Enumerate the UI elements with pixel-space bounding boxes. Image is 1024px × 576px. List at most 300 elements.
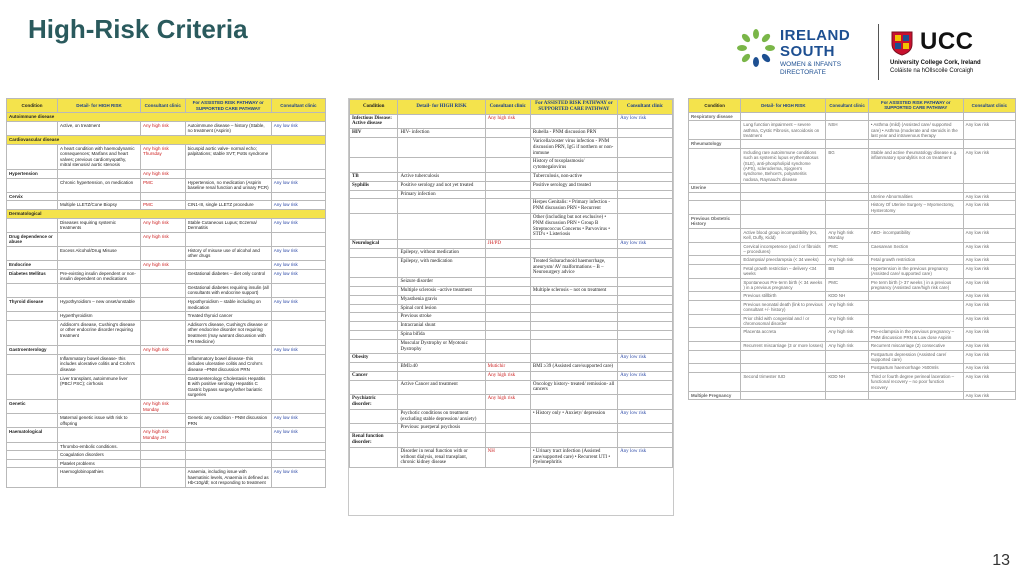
detail-cell [58,232,141,246]
condition-cell [350,158,398,173]
clinic-cell [485,295,530,304]
column-header: For ASSISTED RISK PATHWAY or SUPPORTED CARE PATHWAY [868,99,963,113]
table-row [7,374,326,399]
condition-cell [7,354,58,374]
condition-cell [350,363,398,372]
detail-cell [398,433,485,448]
table-row [7,298,326,312]
clinic-cell: PMC [826,242,869,256]
detail-cell [741,214,826,228]
detail-cell: Addison's disease, Cushing's disease or other endocrine disorder requiring treatment [58,320,141,345]
table-row [350,363,673,372]
detail-cell [398,354,485,363]
condition-cell [350,313,398,322]
table-row [7,192,326,201]
clinic-cell [485,322,530,331]
table-row [350,371,673,380]
low-risk-cell [963,140,1015,148]
pathway-cell [185,451,271,460]
detail-cell: Spontaneous Pre-term birth (< 34 weeks ) in a previous pregnancy [741,278,826,292]
pathway-cell: Recurrent miscarriage (2) consecutive [868,342,963,350]
pathway-cell: Stable Cutaneous Lupus; Eczema/ Dermatitis [185,218,271,232]
pathway-cell: Stable and active rheumatology disease e.g. inflammatory spondylitis not on treatment [868,148,963,183]
clinic-cell [140,354,185,374]
pathway-cell: History of misuse use of alcohol and other drugs [185,246,271,260]
detail-cell: Previous stillbirth [741,292,826,300]
low-risk-cell: Any low risk [963,192,1015,200]
detail-cell: Spina bifida [398,330,485,339]
table-row [689,140,1016,148]
table-row [7,414,326,428]
pathway-cell [185,442,271,451]
condition-cell: Respiratory disease [689,112,741,120]
pathway-cell: • Asthma (mild) (Assisted care/ supported care) • Asthma (moderate and steroids in the last year and intravenous therapy [868,121,963,140]
pathway-cell [185,428,271,442]
clinic-cell [140,320,185,345]
detail-cell [741,140,826,148]
condition-cell [689,300,741,314]
table-row [7,144,326,169]
table-row [689,214,1016,228]
clinic-cell: Any high risk [485,395,530,410]
detail-cell: Active tuberculosis [398,172,485,181]
column-header: Consultant clinic [963,99,1015,113]
condition-cell [689,148,741,183]
pathway-cell: Rubella - PNM discussion PRN [530,129,617,138]
table-row [7,201,326,210]
low-risk-cell: Any low risk [271,298,325,312]
condition-cell [689,121,741,140]
column-header: Detail- for HIGH RISK [58,99,141,113]
low-risk-cell: Any low risk [618,240,673,249]
detail-cell: Thrombo-embolic conditions. [58,442,141,451]
low-risk-cell: Any low risk [271,414,325,428]
detail-cell [741,364,826,372]
detail-cell: Fetal growth restriction – delivery <34 weeks [741,264,826,278]
table-row [689,264,1016,278]
clinic-cell [140,459,185,468]
clinic-cell: Any high risk [140,121,185,135]
table-row [350,380,673,395]
condition-cell [7,283,58,297]
pathway-cell [530,248,617,257]
condition-cell: Thyroid disease [7,298,58,312]
low-risk-cell [618,278,673,287]
table-row [7,428,326,442]
condition-cell [689,328,741,342]
pathway-cell: ABO- incompatibility [868,228,963,242]
clinic-cell: KDD NH [826,292,869,300]
clinic-cell [140,283,185,297]
pathway-cell: Gestational diabetes – diet only control [185,269,271,283]
detail-cell: Liver transplant, autoimmune liver (PBC/ PSC); cirrhosis [58,374,141,399]
pathway-cell [530,240,617,249]
condition-cell [350,199,398,214]
criteria-table-1 [6,98,326,560]
table-row [689,112,1016,120]
low-risk-cell [271,232,325,246]
detail-cell: Primary infection [398,190,485,199]
condition-cell [7,201,58,210]
condition-cell [689,256,741,264]
low-risk-cell [271,399,325,413]
detail-cell [398,199,485,214]
detail-cell [741,184,826,192]
clinic-cell: Any high risk [140,169,185,178]
low-risk-cell: Any low risk [618,409,673,424]
condition-cell [350,322,398,331]
detail-cell: Including rare autoimmune conditions such as systemic lupus erythematosus (SLE), anti-phospholipid syndrome (APS), scleroderma, Sjogren's syndrome, Behcet's, polyarteritis nodosa, Raynaud's disease [741,148,826,183]
clinic-cell: Any high risk [826,300,869,314]
detail-cell: Epilepsy, without medication [398,248,485,257]
ireland-line3: WOMEN & INFANTS [780,61,842,68]
table-row [689,342,1016,350]
detail-cell: Haemoglobinopathies [58,468,141,488]
condition-cell [7,218,58,232]
low-risk-cell: Any low risk [271,246,325,260]
pathway-cell: Uterine Abnormalities [868,192,963,200]
condition-cell [689,350,741,364]
low-risk-cell [618,330,673,339]
condition-cell [7,451,58,460]
clinic-cell [485,286,530,295]
low-risk-cell [271,283,325,297]
criteria-table-2 [348,98,674,516]
condition-cell [689,201,741,215]
low-risk-cell [963,214,1015,228]
pathway-cell: Addison's disease, Cushing's disease or other endocrine disorder not requiring treatment (may warrant discussion with PN Medicine) [185,320,271,345]
table-row [689,256,1016,264]
table-row [7,320,326,345]
low-risk-cell [618,286,673,295]
table-row [689,242,1016,256]
low-risk-cell [963,112,1015,120]
detail-cell [398,395,485,410]
pathway-cell: Anaemia, including issue with haematinic levels, Anaemia is defined as Hb<10g/dl; not responding to treatment [185,468,271,488]
low-risk-cell [618,257,673,277]
detail-cell [58,428,141,442]
condition-cell: Gastroenterology [7,346,58,355]
detail-cell: Lung function impairment – severe asthma, Cystic Fibrosis, sarcoidosis on treatment [741,121,826,140]
low-risk-cell [618,158,673,173]
page-number: 13 [992,552,1010,569]
low-risk-cell [618,363,673,372]
pathway-cell: Tuberculosis, non-active [530,172,617,181]
condition-cell [689,292,741,300]
pathway-cell [185,232,271,246]
detail-cell: Previous neonatal death (link to previous consultant +/- history) [741,300,826,314]
clinic-cell [140,298,185,312]
detail-cell: Platelet problems [58,459,141,468]
low-risk-cell: Any low risk [618,447,673,467]
table-row [7,468,326,488]
condition-cell [7,468,58,488]
table-row [689,184,1016,192]
clinic-cell [140,269,185,283]
pathway-cell: Inflammatory bowel disease- this includes ulcerative colitis and Crohn's disease –PNM discussion PRN [185,354,271,374]
condition-cell [689,242,741,256]
low-risk-cell [618,313,673,322]
pathway-cell [868,112,963,120]
table-row [350,424,673,433]
table-row [350,322,673,331]
table-row [7,121,326,135]
clinic-cell: Any high risk [485,114,530,129]
low-risk-cell: Any low risk [963,242,1015,256]
pathway-cell [530,295,617,304]
low-risk-cell: Any low risk [963,392,1015,400]
condition-cell [350,330,398,339]
pathway-cell: Fetal growth restriction [868,256,963,264]
low-risk-cell: Any low risk [963,228,1015,242]
pathway-cell: CIN1-III, single LLETZ procedure [185,201,271,210]
clinic-cell [140,414,185,428]
clinic-cell [826,140,869,148]
pathway-cell: • Urinary tract infection (Assisted care/supported care) • Recurrent UTI • Pyelonephritis [530,447,617,467]
detail-cell [398,371,485,380]
table-row [7,135,326,144]
condition-cell: Genetic [7,399,58,413]
low-risk-cell [271,312,325,321]
pathway-cell: Hypertension, no medication (Aspirin baseline renal function and urinary PCR) [185,178,271,192]
detail-cell: Hyperthyroidism [58,312,141,321]
low-risk-cell: Any low risk [271,261,325,270]
table-row [350,257,673,277]
pathway-cell [185,459,271,468]
section-heading: Dermatological [7,209,326,218]
table-row [350,447,673,467]
low-risk-cell [618,304,673,313]
clinic-cell [826,392,869,400]
low-risk-cell: Any low risk [963,256,1015,264]
pathway-cell: BMI ≥39 (Assisted care/supported care) [530,363,617,372]
condition-cell [350,286,398,295]
condition-cell [350,424,398,433]
detail-cell [58,346,141,355]
pathway-cell [530,424,617,433]
column-header: Detail- for HIGH RISK [741,99,826,113]
condition-cell [7,442,58,451]
clinic-cell [485,278,530,287]
detail-cell [58,399,141,413]
column-header: Condition [350,100,398,115]
clinic-cell: PMC [140,178,185,192]
condition-cell [350,339,398,354]
detail-cell: Seizure disorder [398,278,485,287]
low-risk-cell [618,322,673,331]
pathway-cell [868,140,963,148]
table-row [350,240,673,249]
detail-cell: Spinal cord lesion [398,304,485,313]
low-risk-cell [618,395,673,410]
detail-cell: Intracranial shunt [398,322,485,331]
clinic-cell: Any high risk Thursday [140,144,185,169]
detail-cell: Active blood group incompatibility (Ks, Kell, Duffy, Kidd) [741,228,826,242]
detail-cell: Chronic hypertension, on medication [58,178,141,192]
table-row [7,399,326,413]
clinic-cell: Any high risk [140,261,185,270]
pathway-cell: Third or fourth degree perineal laceration – functional recovery – no poor function recovery [868,372,963,391]
condition-cell [350,248,398,257]
clinic-cell [485,304,530,313]
detail-cell [741,392,826,400]
table-row [350,199,673,214]
clinic-cell [826,364,869,372]
clinic-cell: Any high risk [826,328,869,342]
low-risk-cell: Any low risk [963,342,1015,350]
clinic-cell: BB [826,264,869,278]
low-risk-cell: Any low risk [963,300,1015,314]
condition-cell [350,213,398,239]
pathway-cell [868,300,963,314]
clinic-cell [826,112,869,120]
clinic-cell: Any high risk [826,256,869,264]
low-risk-cell [618,172,673,181]
clinic-cell: Any high risk Monday [140,399,185,413]
low-risk-cell [618,129,673,138]
condition-cell [7,144,58,169]
condition-cell: Previous Obstetric History [689,214,741,228]
pathway-cell [868,292,963,300]
clinic-cell [485,354,530,363]
detail-cell [398,158,485,173]
detail-cell: Multiple sclerosis –active treatment [398,286,485,295]
low-risk-cell [271,442,325,451]
pathway-cell [530,190,617,199]
condition-cell [350,278,398,287]
detail-cell [398,137,485,157]
logo-divider [878,24,879,80]
table-row [7,261,326,270]
low-risk-cell: Any low risk [271,346,325,355]
column-header: Consultant clinic [618,100,673,115]
table-row [350,181,673,190]
pathway-cell [530,371,617,380]
clinic-cell [826,192,869,200]
clinic-cell: Any high risk [140,218,185,232]
ucc-crest-icon [890,30,914,56]
condition-cell [7,374,58,399]
condition-cell [7,121,58,135]
clinic-cell [826,350,869,364]
clinic-cell [485,137,530,157]
column-header: Consultant clinic [140,99,185,113]
clinic-cell [485,213,530,239]
pathway-cell: Postpartum depression (Assisted care/ supported care) [868,350,963,364]
detail-cell: Placenta accreta [741,328,826,342]
low-risk-cell [963,184,1015,192]
column-header: Condition [689,99,741,113]
clinic-cell: JH/PD [485,240,530,249]
pathway-cell: Hypertension in the previous pregnancy (Assisted care/ supported care) [868,264,963,278]
low-risk-cell [618,190,673,199]
clinic-cell [485,158,530,173]
detail-cell: Muscular Dystrophy or Myotonic Dystrophy [398,339,485,354]
low-risk-cell [271,320,325,345]
clinic-cell [485,409,530,424]
detail-cell: Psychotic conditions on treatment (excluding stable depression/ anxiety) [398,409,485,424]
clinic-cell [826,201,869,215]
clinic-cell: PMC [826,278,869,292]
low-risk-cell: Any low risk [963,278,1015,292]
condition-cell [350,295,398,304]
clinic-cell: Mutichir [485,363,530,372]
condition-cell [7,459,58,468]
detail-cell [741,201,826,215]
pathway-cell [530,354,617,363]
table-row [689,201,1016,215]
table-row [350,354,673,363]
condition-cell: Endocrine [7,261,58,270]
detail-cell [398,114,485,129]
clinic-cell: Any high risk [140,232,185,246]
low-risk-cell: Any low risk [618,371,673,380]
table-row [689,148,1016,183]
clinic-cell [485,129,530,138]
clinic-cell: Any high risk Monday JH [140,428,185,442]
table-row [7,283,326,297]
low-risk-cell [271,374,325,399]
table-row [689,392,1016,400]
pathway-cell: Multiple sclerosis – not on treatment [530,286,617,295]
detail-cell: BMI≥40 [398,363,485,372]
column-header: Consultant clinic [826,99,869,113]
clinic-cell: Any high risk [826,342,869,350]
condition-cell: HIV [350,129,398,138]
clinic-cell: Any high risk [140,346,185,355]
low-risk-cell: Any low risk [618,354,673,363]
leaf-cluster-icon [736,28,776,68]
pathway-cell [530,395,617,410]
column-header: Consultant clinic [485,100,530,115]
table-row [350,330,673,339]
ireland-south-logo [736,22,874,84]
pathway-cell [185,261,271,270]
table-row [7,113,326,122]
clinic-cell [485,313,530,322]
clinic-cell: BG [826,148,869,183]
low-risk-cell: Any low risk [271,218,325,232]
table-row [350,172,673,181]
clinic-cell: Any high risk [485,371,530,380]
low-risk-cell [618,137,673,157]
condition-cell [7,320,58,345]
clinic-cell [485,172,530,181]
clinic-cell [485,424,530,433]
pathway-cell [185,169,271,178]
ireland-line2: SOUTH [780,43,835,60]
pathway-cell [868,184,963,192]
table-row [689,350,1016,364]
low-risk-cell [618,295,673,304]
detail-cell: Recurrent miscarriage (3 or more losses) [741,342,826,350]
pathway-cell: Other (including but not exclusive) • PNM discussion PRN • Group B Streptococcus Concerns • Parvovirus • STD's • Listeriosis [530,213,617,239]
condition-cell: Rheumatology [689,140,741,148]
table-row [7,312,326,321]
pathway-cell: History Of Uterine Surgery – Myomectomy, Hysterotomy [868,201,963,215]
detail-cell: Maternal genetic issue with risk to offspring [58,414,141,428]
clinic-cell [826,214,869,228]
pathway-cell: Herpes Genitalis: • Primary infection - PNM discussion PRN • Recurrent [530,199,617,214]
clinic-cell: PMC [140,201,185,210]
ucc-subtitle-en: University College Cork, Ireland [890,60,981,66]
table-row [689,292,1016,300]
table-row [689,228,1016,242]
condition-cell [689,314,741,328]
pathway-cell [185,346,271,355]
detail-cell [741,112,826,120]
clinic-cell: NSH [826,121,869,140]
